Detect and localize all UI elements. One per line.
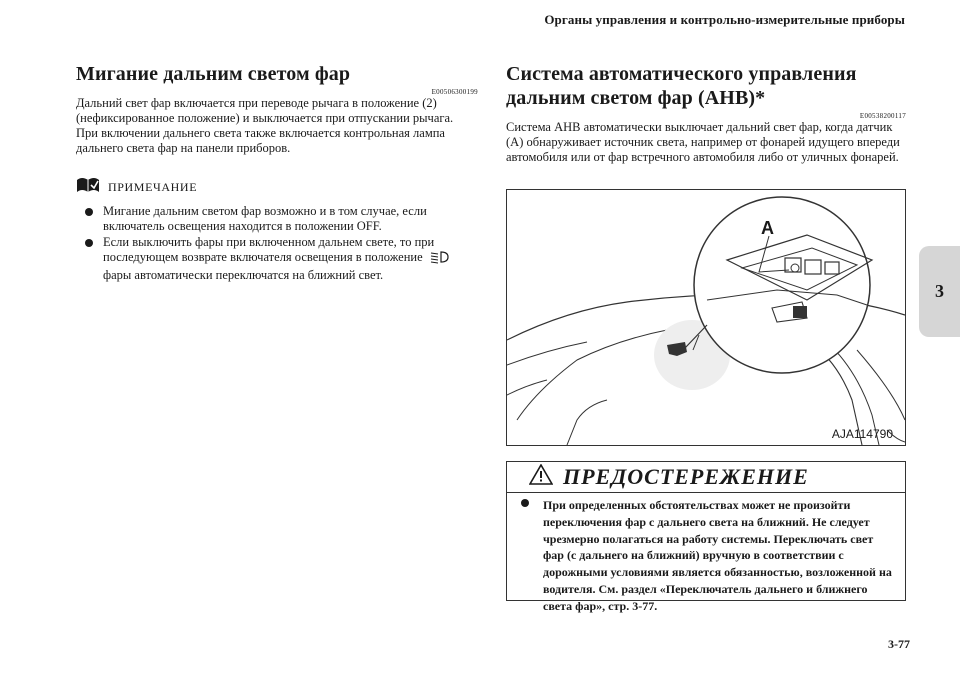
chapter-tab	[919, 246, 960, 337]
right-column	[506, 62, 906, 165]
warning-triangle-icon	[529, 464, 553, 490]
note-text: фары автоматически переключатся на ближний свет.	[103, 268, 384, 282]
paragraph: Система AHB автоматически выключает дальний свет фар, когда датчик (А) обнаруживает источник света, например от фонарей идущего впереди автомобиля или от фар встречного автомобиля либо от уличных фонарей.	[506, 120, 900, 164]
illustration-svg	[507, 190, 905, 445]
bullet-icon	[521, 499, 529, 507]
note-list	[76, 204, 478, 283]
left-column	[76, 62, 478, 284]
bullet-icon	[85, 239, 93, 247]
warning-body	[507, 493, 905, 615]
page-number: 3-77	[888, 637, 910, 651]
warning-text: При определенных обстоятельствах может не произойти переключения фар с дальнего света на ближний. Не следует чрезмерно полагаться на работу системы. Переключать свет фар (с дальнего на ближний) вручную в соответствии с дорожными условиями является обязанностью, возложенной на водителя. См. раздел «Переключатель дальнего и ближнего света фар», стр. 3-77.	[543, 498, 892, 613]
section-code: E00538200117	[859, 112, 906, 120]
paragraph: При включении дальнего света также включается контрольная лампа дальнего света фар на панели приборов.	[76, 126, 445, 155]
note-icon	[76, 176, 100, 198]
warning-title: ПРЕДОСТЕРЕЖЕНИЕ	[563, 464, 809, 489]
note-text: Если выключить фары при включенном дальнем свете, то при последующем возврате включателя освещения в положение	[103, 235, 435, 264]
bullet-icon	[85, 208, 93, 216]
list-item	[76, 204, 478, 234]
section-title-flash: Мигание дальним светом фар	[76, 63, 351, 85]
windshield-sensor-illustration	[506, 189, 906, 446]
note-text: Мигание дальним светом фар возможно и в том случае, если включатель освещения находится в положении OFF.	[103, 204, 427, 233]
section-code: E00506300199	[431, 88, 478, 96]
warning-box	[506, 461, 906, 613]
note-header	[76, 176, 478, 198]
paragraph: Дальний свет фар включается при переводе рычага в положение (2) (нефиксированное положение) и выключается при отпускании рычага.	[76, 96, 454, 125]
chapter-number: 3	[935, 281, 944, 301]
low-beam-icon	[429, 250, 449, 268]
figure-code: AJA114790	[831, 427, 893, 441]
list-item	[76, 235, 478, 283]
running-header: Органы управления и контрольно-измерительные приборы	[544, 12, 905, 27]
section-title-ahb: Система автоматического управления дальним светом фар (AHB)*	[506, 63, 857, 109]
note-label: ПРИМЕЧАНИЕ	[108, 179, 198, 194]
warning-header	[507, 462, 905, 493]
figure-label-a: A	[761, 218, 774, 238]
